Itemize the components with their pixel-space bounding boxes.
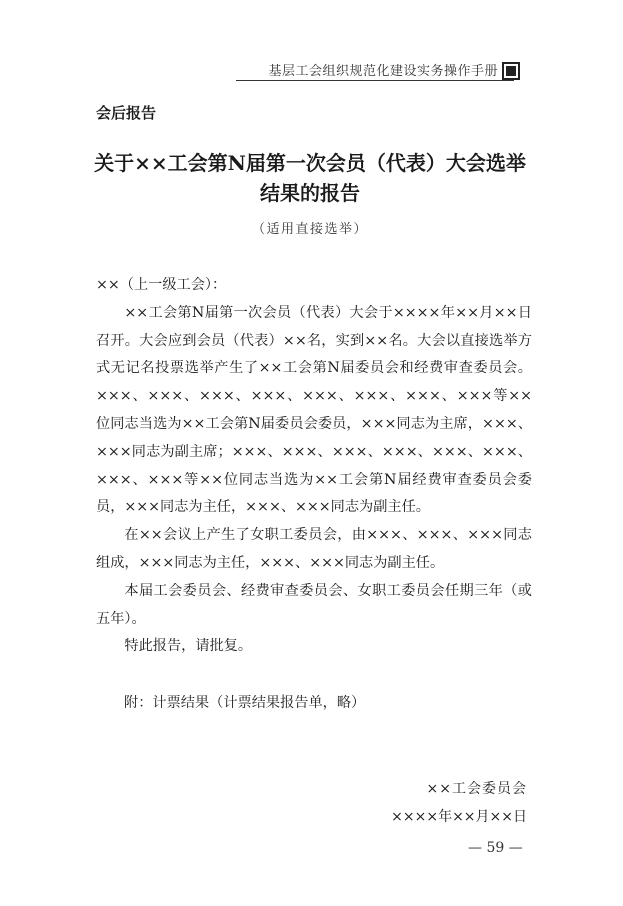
title-line-2: 结果的报告 bbox=[260, 181, 360, 205]
section-label: 会后报告 bbox=[96, 104, 157, 122]
signature-date: ××××年××月××日 bbox=[391, 809, 527, 825]
document-title bbox=[60, 148, 560, 208]
signature-organization: ××工会委员会 bbox=[426, 781, 527, 797]
document-subtitle: （适用直接选举） bbox=[251, 222, 368, 237]
book-title: 基层工会组织规范化建设实务操作手册 bbox=[268, 64, 498, 79]
paragraph-1: ××工会第N届第一次会员（代表）大会于××××年××月××日召开。大会应到会员（代表）××名，实到××名。大会以直接选举方式无记名投票选举产生了××工会第N届委员会和经费审查委员会。×××、×××、×××、×××、×××、×××、×××、×××等××位同志当选为××工会第N届委员会委员，×××同志为主席，×××、×××同志为副主席；×××、×××、×××、×××、×××、×××、×××、×××等××位同志当选为××工会第N届经费审查委员会委员，×××同志为主任，×××、×××同志为副主任。 bbox=[96, 304, 532, 516]
page-number: — 59 — bbox=[468, 840, 523, 856]
paragraph-3: 本届工会委员会、经费审查委员会、女职工委员会任期三年（或五年）。 bbox=[96, 582, 532, 627]
paragraph-4: 特此报告，请批复。 bbox=[124, 638, 253, 655]
title-line-1: 关于××工会第N届第一次会员（代表）大会选举 bbox=[94, 151, 526, 175]
document-body bbox=[96, 272, 532, 661]
header-rule bbox=[236, 80, 514, 81]
paragraph-2: 在××会议上产生了女职工委员会，由×××、×××、×××同志组成，×××同志为主任，×××、×××同志为副主任。 bbox=[96, 527, 532, 571]
salutation: ××（上一级工会）： bbox=[96, 277, 227, 293]
attachment-note: 附：计票结果（计票结果报告单，略） bbox=[124, 695, 366, 711]
square-mark-icon bbox=[502, 62, 520, 80]
